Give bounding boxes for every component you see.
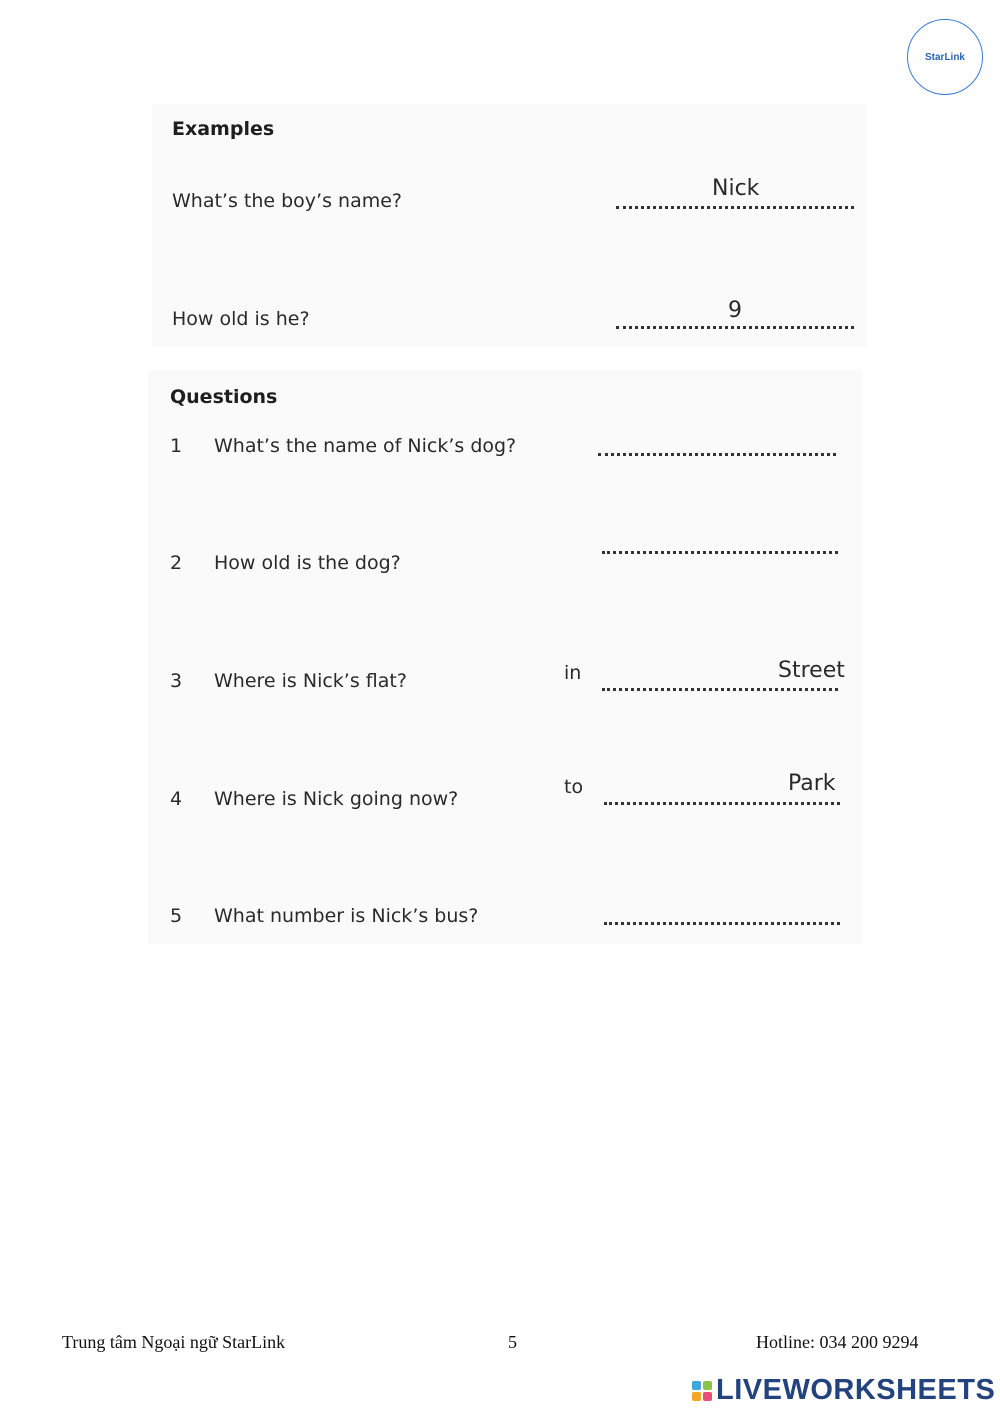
answer-line-1[interactable] — [598, 453, 836, 456]
question-text-5: What number is Nick’s bus? — [214, 905, 479, 927]
footer-hotline: Hotline: 034 200 9294 — [756, 1332, 919, 1352]
questions-heading: Questions — [170, 386, 278, 408]
question-number-5: 5 — [170, 905, 183, 927]
answer-line-4[interactable] — [604, 802, 840, 805]
liveworksheets-watermark — [692, 1374, 995, 1407]
question-text-1: What’s the name of Nick’s dog? — [214, 435, 517, 457]
footer-center-name: Trung tâm Ngoại ngữ StarLink — [62, 1332, 286, 1352]
logo-text: StarLink — [924, 51, 965, 63]
liveworksheets-icon — [692, 1381, 712, 1401]
answer-prefix-3: in — [564, 662, 582, 684]
example-question-2: How old is he? — [172, 308, 310, 330]
example-question-1: What’s the boy’s name? — [172, 190, 402, 212]
question-number-1: 1 — [170, 435, 183, 457]
example-answer-2: 9 — [728, 298, 742, 323]
starlink-logo — [907, 19, 983, 95]
question-number-3: 3 — [170, 670, 183, 692]
question-text-2: How old is the dog? — [214, 552, 401, 574]
question-number-4: 4 — [170, 788, 183, 810]
answer-line-5[interactable] — [604, 922, 840, 925]
answer-prefix-4: to — [564, 776, 584, 798]
answer-suffix-3: Street — [778, 658, 845, 683]
example-answer-line-1 — [616, 206, 854, 209]
footer-page-number: 5 — [508, 1332, 517, 1352]
question-number-2: 2 — [170, 552, 183, 574]
answer-suffix-4: Park — [788, 771, 836, 796]
examples-heading: Examples — [172, 118, 275, 140]
question-text-3: Where is Nick’s flat? — [214, 670, 407, 692]
answer-line-2[interactable] — [602, 551, 838, 554]
answer-line-3[interactable] — [602, 688, 838, 691]
question-text-4: Where is Nick going now? — [214, 788, 459, 810]
liveworksheets-text: LIVEWORKSHEETS — [716, 1374, 996, 1406]
example-answer-line-2 — [616, 326, 854, 329]
example-answer-1: Nick — [712, 176, 760, 201]
